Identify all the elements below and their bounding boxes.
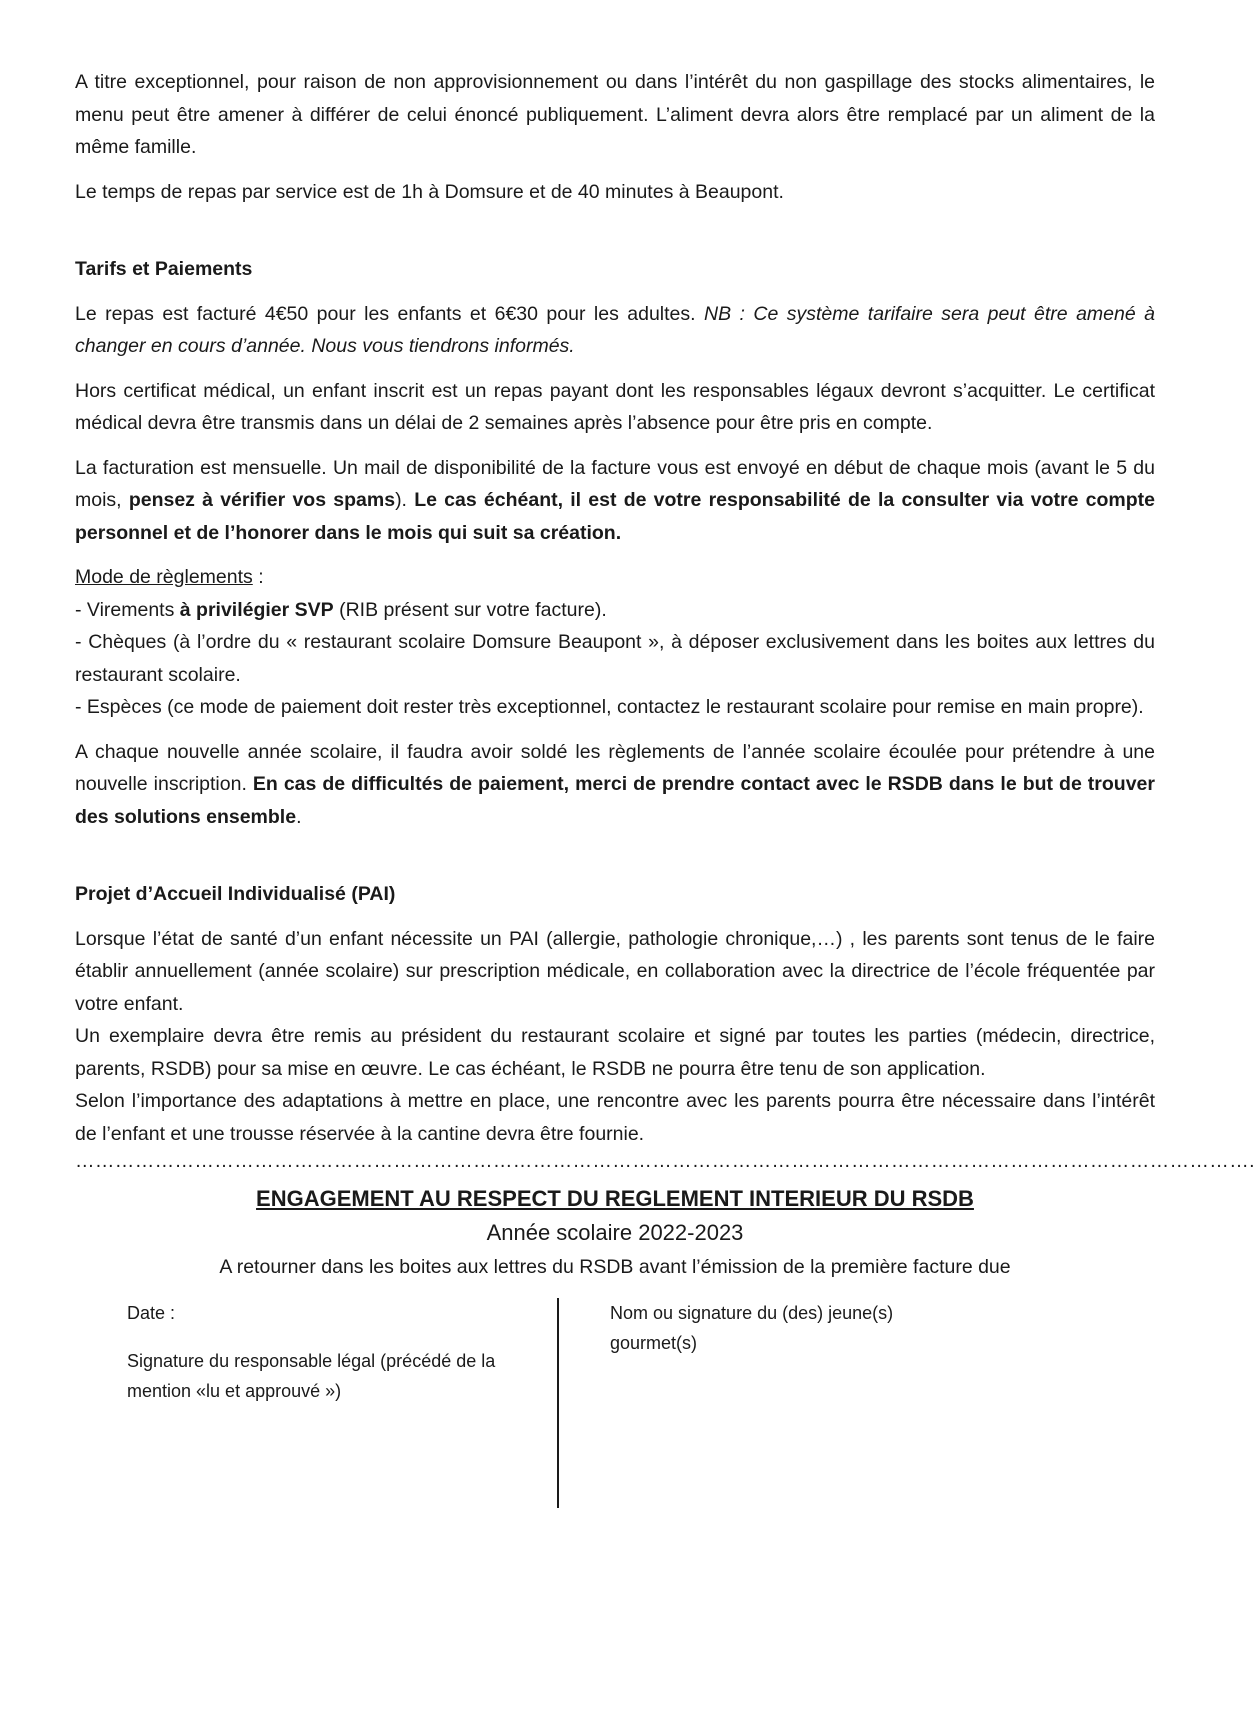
tarifs-paragraph-certificate: Hors certificat médical, un enfant inscrit est un repas payant dont les responsables légaux devront s’acquitter. Le certificat médical devra être transmis dans un délai de 2 semaines après l’absence pour être pris en compte.	[75, 379, 1155, 434]
engagement-title: ENGAGEMENT AU RESPECT DU REGLEMENT INTERIEUR DU RSDB	[256, 1186, 974, 1211]
intro-paragraph-duration: Le temps de repas par service est de 1h à Domsure et de 40 minutes à Beaupont.	[75, 180, 784, 203]
billing-spam-note: pensez à vérifier vos spams	[128, 489, 396, 511]
engagement-year: Année scolaire 2022-2023	[486, 1220, 744, 1245]
pai-paragraph-3: Selon l’importance des adaptations à mettre en place, une rencontre avec les parents pourra être nécessaire dans l’intérêt de l’enfant et une trousse réservée à la cantine devra être fournie.	[75, 1090, 1155, 1145]
date-label: Date :	[127, 1303, 176, 1323]
payment-modes-heading	[75, 561, 1155, 594]
renewal-contact: En cas de difficultés de paiement, merci de prendre contact avec le RSDB dans le but de trouver des solutions ensemble	[75, 773, 1155, 828]
virement-suffix: (RIB présent sur votre facture).	[333, 598, 607, 621]
signature-divider	[557, 1298, 559, 1508]
signature-block	[75, 1298, 1155, 1513]
cut-separator: …………………………………………………………………………………………………………………………………………………………….	[75, 1150, 1255, 1172]
renewal-text: A chaque nouvelle année scolaire, il faudra avoir soldé les règlements de l’année scolaire écoulée pour prétendre à une nouvelle inscription.	[75, 740, 1155, 795]
child-signature-label: Nom ou signature du (des) jeune(s) gourmet(s)	[610, 1303, 894, 1353]
billing-responsibility: Le cas échéant, il est de votre responsabilité de la consulter via votre compte personnel et de l’honorer dans le mois qui suit sa création.	[75, 489, 1155, 544]
virement-prefix: - Virements	[75, 598, 180, 621]
pai-paragraph-1: Lorsque l’état de santé d’un enfant nécessite un PAI (allergie, pathologie chronique,…) , les parents sont tenus de le faire établir annuellement (année scolaire) sur prescription médicale, en collaboration avec la directrice de l’école fréquentée par votre enfant.	[75, 927, 1155, 1015]
billing-text: La facturation est mensuelle. Un mail de disponibilité de la facture vous est envoyé en début de chaque mois (avant le 5 du mois,	[75, 456, 1155, 511]
price-note: NB : Ce système tarifaire sera peut être amené à changer en cours d’année. Nous vous tiendrons informés.	[75, 302, 1155, 357]
payment-modes-colon: :	[252, 566, 264, 588]
tarifs-paragraph-renewal	[75, 736, 1155, 834]
section-heading-tarifs: Tarifs et Paiements	[75, 258, 253, 280]
pai-paragraph-2: Un exemplaire devra être remis au président du restaurant scolaire et signé par toutes les parties (médecin, directrice, parents, RSDB) pour sa mise en œuvre. Le cas échéant, le RSDB ne pourra être tenu de son application.	[75, 1025, 1155, 1080]
payment-mode-virement	[75, 594, 1155, 627]
tarifs-paragraph-billing	[75, 452, 1155, 550]
signature-right-column	[610, 1298, 950, 1358]
legal-signature-label: Signature du responsable légal (précédé de la mention «lu et approuvé »)	[127, 1351, 496, 1401]
document-page	[75, 66, 1255, 1513]
tarifs-paragraph-price	[75, 298, 1155, 363]
signature-left-column	[127, 1298, 507, 1406]
engagement-note: A retourner dans les boites aux lettres du RSDB avant l’émission de la première facture due	[219, 1256, 1011, 1278]
renewal-period: .	[296, 805, 302, 828]
intro-paragraph-menu: A titre exceptionnel, pour raison de non approvisionnement ou dans l’intérêt du non gaspillage des stocks alimentaires, le menu peut être amener à différer de celui énoncé publiquement. L’aliment devra alors être remplacé par un aliment de la même famille.	[75, 71, 1155, 158]
payment-mode-cheques: - Chèques (à l’ordre du « restaurant scolaire Domsure Beaupont », à déposer exclusivement dans les boites aux lettres du restaurant scolaire.	[75, 631, 1155, 686]
payment-modes-label: Mode de règlements	[75, 566, 253, 588]
section-heading-pai: Projet d’Accueil Individualisé (PAI)	[75, 883, 396, 905]
billing-punct: ).	[395, 489, 415, 511]
virement-emphasis: à privilégier SVP	[179, 598, 334, 621]
price-text: Le repas est facturé 4€50 pour les enfants et 6€30 pour les adultes.	[75, 302, 705, 325]
payment-mode-especes: - Espèces (ce mode de paiement doit rester très exceptionnel, contactez le restaurant scolaire pour remise en main propre).	[75, 696, 1144, 718]
